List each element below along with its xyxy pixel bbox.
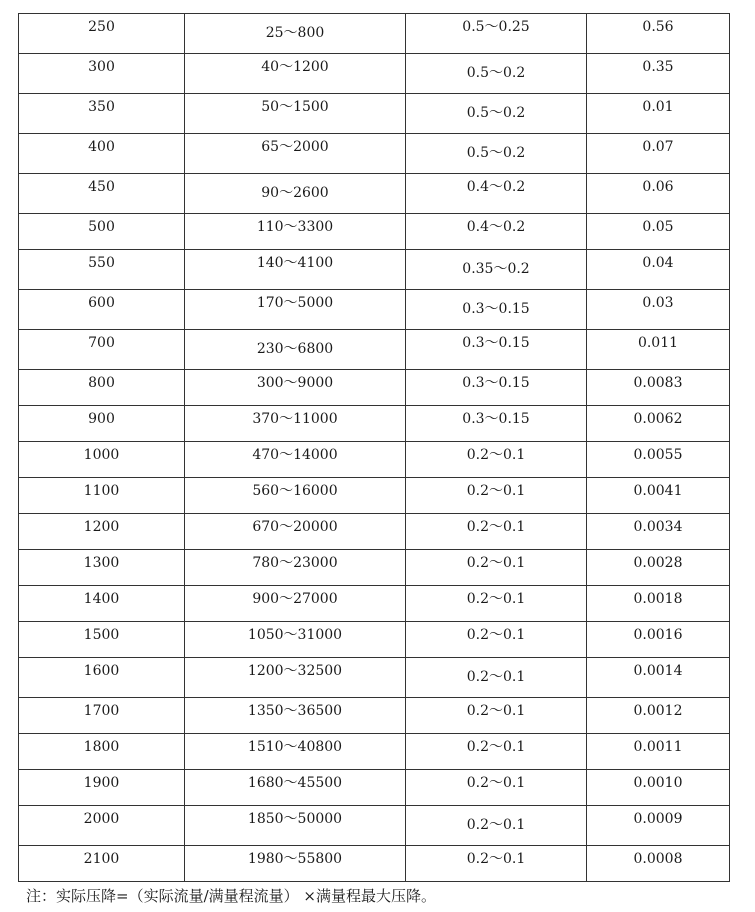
flow-range-cell: 670～20000: [185, 514, 406, 550]
table-row: [19, 94, 730, 134]
table-row: [19, 698, 730, 734]
dn-cell: 1600: [19, 658, 185, 698]
flow-range-cell: 370～11000: [185, 406, 406, 442]
pressure-loss-cell: 0.0009: [587, 806, 730, 846]
ratio-text: 0.3～0.15: [462, 301, 530, 317]
flow-range-text: 90～2600: [261, 185, 329, 201]
ratio-cell: [406, 290, 587, 330]
flow-range-cell: 110～3300: [185, 214, 406, 250]
pressure-loss-cell: 0.0014: [587, 658, 730, 698]
table-row: [19, 174, 730, 214]
ratio-cell: 0.2～0.1: [406, 442, 587, 478]
table-row: [19, 770, 730, 806]
ratio-cell: 0.4～0.2: [406, 214, 587, 250]
pressure-loss-cell: 0.0011: [587, 734, 730, 770]
ratio-text: 0.2～0.1: [466, 669, 526, 685]
dn-cell: 450: [19, 174, 185, 214]
pressure-loss-cell: 0.0034: [587, 514, 730, 550]
table-row: [19, 134, 730, 174]
pressure-loss-cell: 0.0041: [587, 478, 730, 514]
ratio-cell: [406, 94, 587, 134]
table-row: [19, 250, 730, 290]
dn-cell: 2000: [19, 806, 185, 846]
ratio-cell: 0.2～0.1: [406, 514, 587, 550]
flow-range-cell: 1200～32500: [185, 658, 406, 698]
ratio-text: 0.35～0.2: [462, 261, 530, 277]
dn-cell: 500: [19, 214, 185, 250]
pressure-loss-cell: 0.04: [587, 250, 730, 290]
pressure-loss-cell: 0.0016: [587, 622, 730, 658]
flow-range-cell: 65～2000: [185, 134, 406, 174]
pressure-loss-cell: 0.0062: [587, 406, 730, 442]
ratio-cell: [406, 54, 587, 94]
table-row: [19, 54, 730, 94]
spec-table: [18, 13, 730, 882]
table-row: [19, 406, 730, 442]
flow-range-cell: 50～1500: [185, 94, 406, 134]
table-row: [19, 550, 730, 586]
flow-range-cell: 470～14000: [185, 442, 406, 478]
ratio-cell: 0.2～0.1: [406, 770, 587, 806]
pressure-loss-cell: 0.0012: [587, 698, 730, 734]
dn-cell: 1800: [19, 734, 185, 770]
flow-range-cell: 1350～36500: [185, 698, 406, 734]
flow-range-text: 230～6800: [256, 341, 334, 357]
flow-range-cell: 1510～40800: [185, 734, 406, 770]
dn-cell: 350: [19, 94, 185, 134]
ratio-cell: 0.2～0.1: [406, 734, 587, 770]
ratio-text: 0.2～0.1: [466, 817, 526, 833]
pressure-loss-cell: 0.05: [587, 214, 730, 250]
pressure-loss-cell: 0.06: [587, 174, 730, 214]
pressure-loss-cell: 0.0018: [587, 586, 730, 622]
ratio-cell: 0.2～0.1: [406, 550, 587, 586]
flow-range-cell: [185, 14, 406, 54]
dn-cell: 1100: [19, 478, 185, 514]
dn-cell: 800: [19, 370, 185, 406]
ratio-text: 0.5～0.2: [466, 105, 526, 121]
dn-cell: 600: [19, 290, 185, 330]
ratio-text: 0.5～0.2: [466, 65, 526, 81]
table-row: [19, 806, 730, 846]
dn-cell: 300: [19, 54, 185, 94]
dn-cell: 1200: [19, 514, 185, 550]
dn-cell: 400: [19, 134, 185, 174]
pressure-loss-cell: 0.0010: [587, 770, 730, 806]
flow-range-cell: 300～9000: [185, 370, 406, 406]
ratio-cell: 0.2～0.1: [406, 478, 587, 514]
flow-range-cell: 560～16000: [185, 478, 406, 514]
ratio-cell: 0.3～0.15: [406, 406, 587, 442]
dn-cell: 2100: [19, 846, 185, 882]
table-row: [19, 14, 730, 54]
dn-cell: 1300: [19, 550, 185, 586]
footnote: 注：实际压降=（实际流量/满量程流量） ×满量程最大压降。: [26, 887, 436, 905]
table-row: [19, 370, 730, 406]
table-row: [19, 442, 730, 478]
dn-cell: 1900: [19, 770, 185, 806]
ratio-cell: 0.5～0.25: [406, 14, 587, 54]
flow-range-cell: [185, 330, 406, 370]
dn-cell: 1000: [19, 442, 185, 478]
table-row: [19, 330, 730, 370]
pressure-loss-cell: 0.56: [587, 14, 730, 54]
flow-range-cell: 1050～31000: [185, 622, 406, 658]
table-row: [19, 734, 730, 770]
flow-range-text: 25～800: [265, 25, 325, 41]
pressure-loss-cell: 0.0055: [587, 442, 730, 478]
pressure-loss-cell: 0.35: [587, 54, 730, 94]
ratio-cell: [406, 250, 587, 290]
pressure-loss-cell: 0.0028: [587, 550, 730, 586]
flow-range-cell: 1980～55800: [185, 846, 406, 882]
pressure-loss-cell: 0.0083: [587, 370, 730, 406]
flow-range-cell: 140～4100: [185, 250, 406, 290]
pressure-loss-cell: 0.07: [587, 134, 730, 174]
ratio-cell: 0.2～0.1: [406, 586, 587, 622]
dn-cell: 700: [19, 330, 185, 370]
dn-cell: 1700: [19, 698, 185, 734]
table-row: [19, 514, 730, 550]
dn-cell: 1400: [19, 586, 185, 622]
ratio-cell: 0.2～0.1: [406, 698, 587, 734]
table-row: [19, 290, 730, 330]
table-row: [19, 586, 730, 622]
flow-range-cell: 1850～50000: [185, 806, 406, 846]
ratio-cell: [406, 134, 587, 174]
flow-range-cell: 170～5000: [185, 290, 406, 330]
pressure-loss-cell: 0.011: [587, 330, 730, 370]
table-row: [19, 478, 730, 514]
table-row: [19, 214, 730, 250]
table-row: [19, 846, 730, 882]
dn-cell: 250: [19, 14, 185, 54]
pressure-loss-cell: 0.01: [587, 94, 730, 134]
ratio-cell: 0.3～0.15: [406, 370, 587, 406]
dn-cell: 550: [19, 250, 185, 290]
ratio-cell: 0.2～0.1: [406, 846, 587, 882]
ratio-cell: 0.3～0.15: [406, 330, 587, 370]
ratio-cell: [406, 658, 587, 698]
ratio-text: 0.5～0.2: [466, 145, 526, 161]
flow-range-cell: 40～1200: [185, 54, 406, 94]
table-row: [19, 622, 730, 658]
flow-range-cell: 780～23000: [185, 550, 406, 586]
pressure-loss-cell: 0.0008: [587, 846, 730, 882]
pressure-loss-cell: 0.03: [587, 290, 730, 330]
flow-range-cell: 900～27000: [185, 586, 406, 622]
dn-cell: 900: [19, 406, 185, 442]
ratio-cell: 0.4～0.2: [406, 174, 587, 214]
flow-range-cell: [185, 174, 406, 214]
ratio-cell: [406, 806, 587, 846]
flow-range-cell: 1680～45500: [185, 770, 406, 806]
dn-cell: 1500: [19, 622, 185, 658]
ratio-cell: 0.2～0.1: [406, 622, 587, 658]
table-row: [19, 658, 730, 698]
